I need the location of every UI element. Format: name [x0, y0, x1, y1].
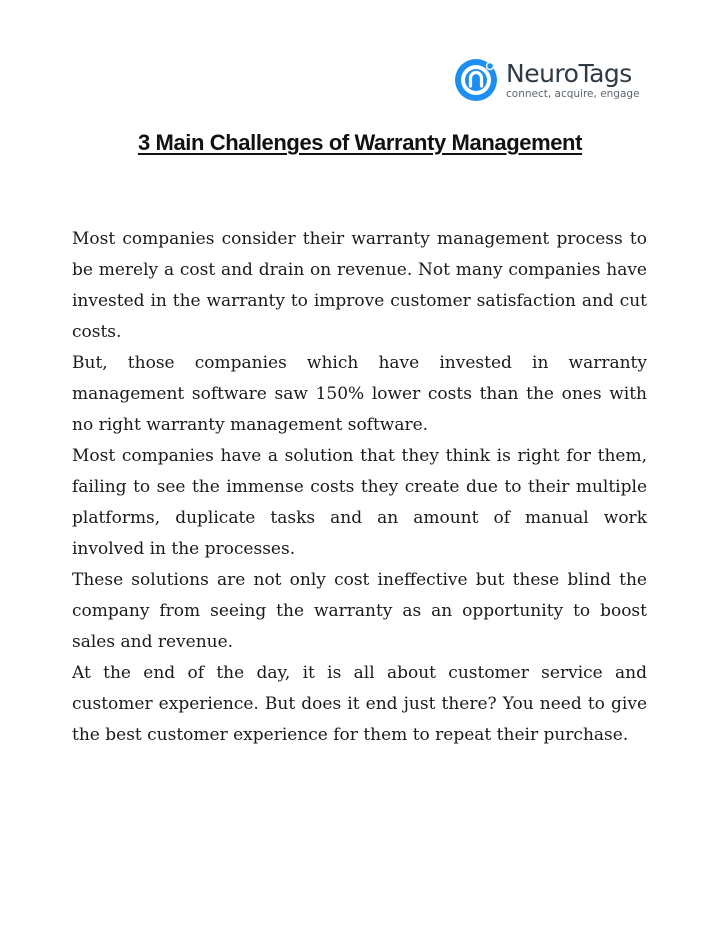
article-body	[72, 224, 647, 751]
paragraph: At the end of the day, it is all about customer service and customer experience. But does it end just there? You need to give the best customer experience for them to repeat their purchase.	[72, 663, 647, 745]
brand-logo	[452, 54, 652, 106]
brand-name: NeuroTags	[506, 58, 632, 88]
brand-tagline: connect, acquire, engage	[506, 87, 640, 100]
paragraph: Most companies have a solution that they think is right for them, failing to see the immense costs they create due to their multiple platforms, duplicate tasks and an amount of manual work involved in the processes.	[72, 446, 647, 559]
page-title: 3 Main Challenges of Warranty Management	[137, 130, 583, 155]
paragraph: Most companies consider their warranty management process to be merely a cost and drain on revenue. Not many companies have invested in the warranty to improve customer satisfaction and cut costs.	[72, 229, 647, 342]
paragraph: These solutions are not only cost ineffective but these blind the company from seeing the warranty as an opportunity to boost sales and revenue.	[72, 570, 647, 652]
paragraph: But, those companies which have invested in warranty management software saw 150% lower costs than the ones with no right warranty management software.	[72, 353, 647, 435]
neurotags-logo-icon	[452, 56, 500, 104]
